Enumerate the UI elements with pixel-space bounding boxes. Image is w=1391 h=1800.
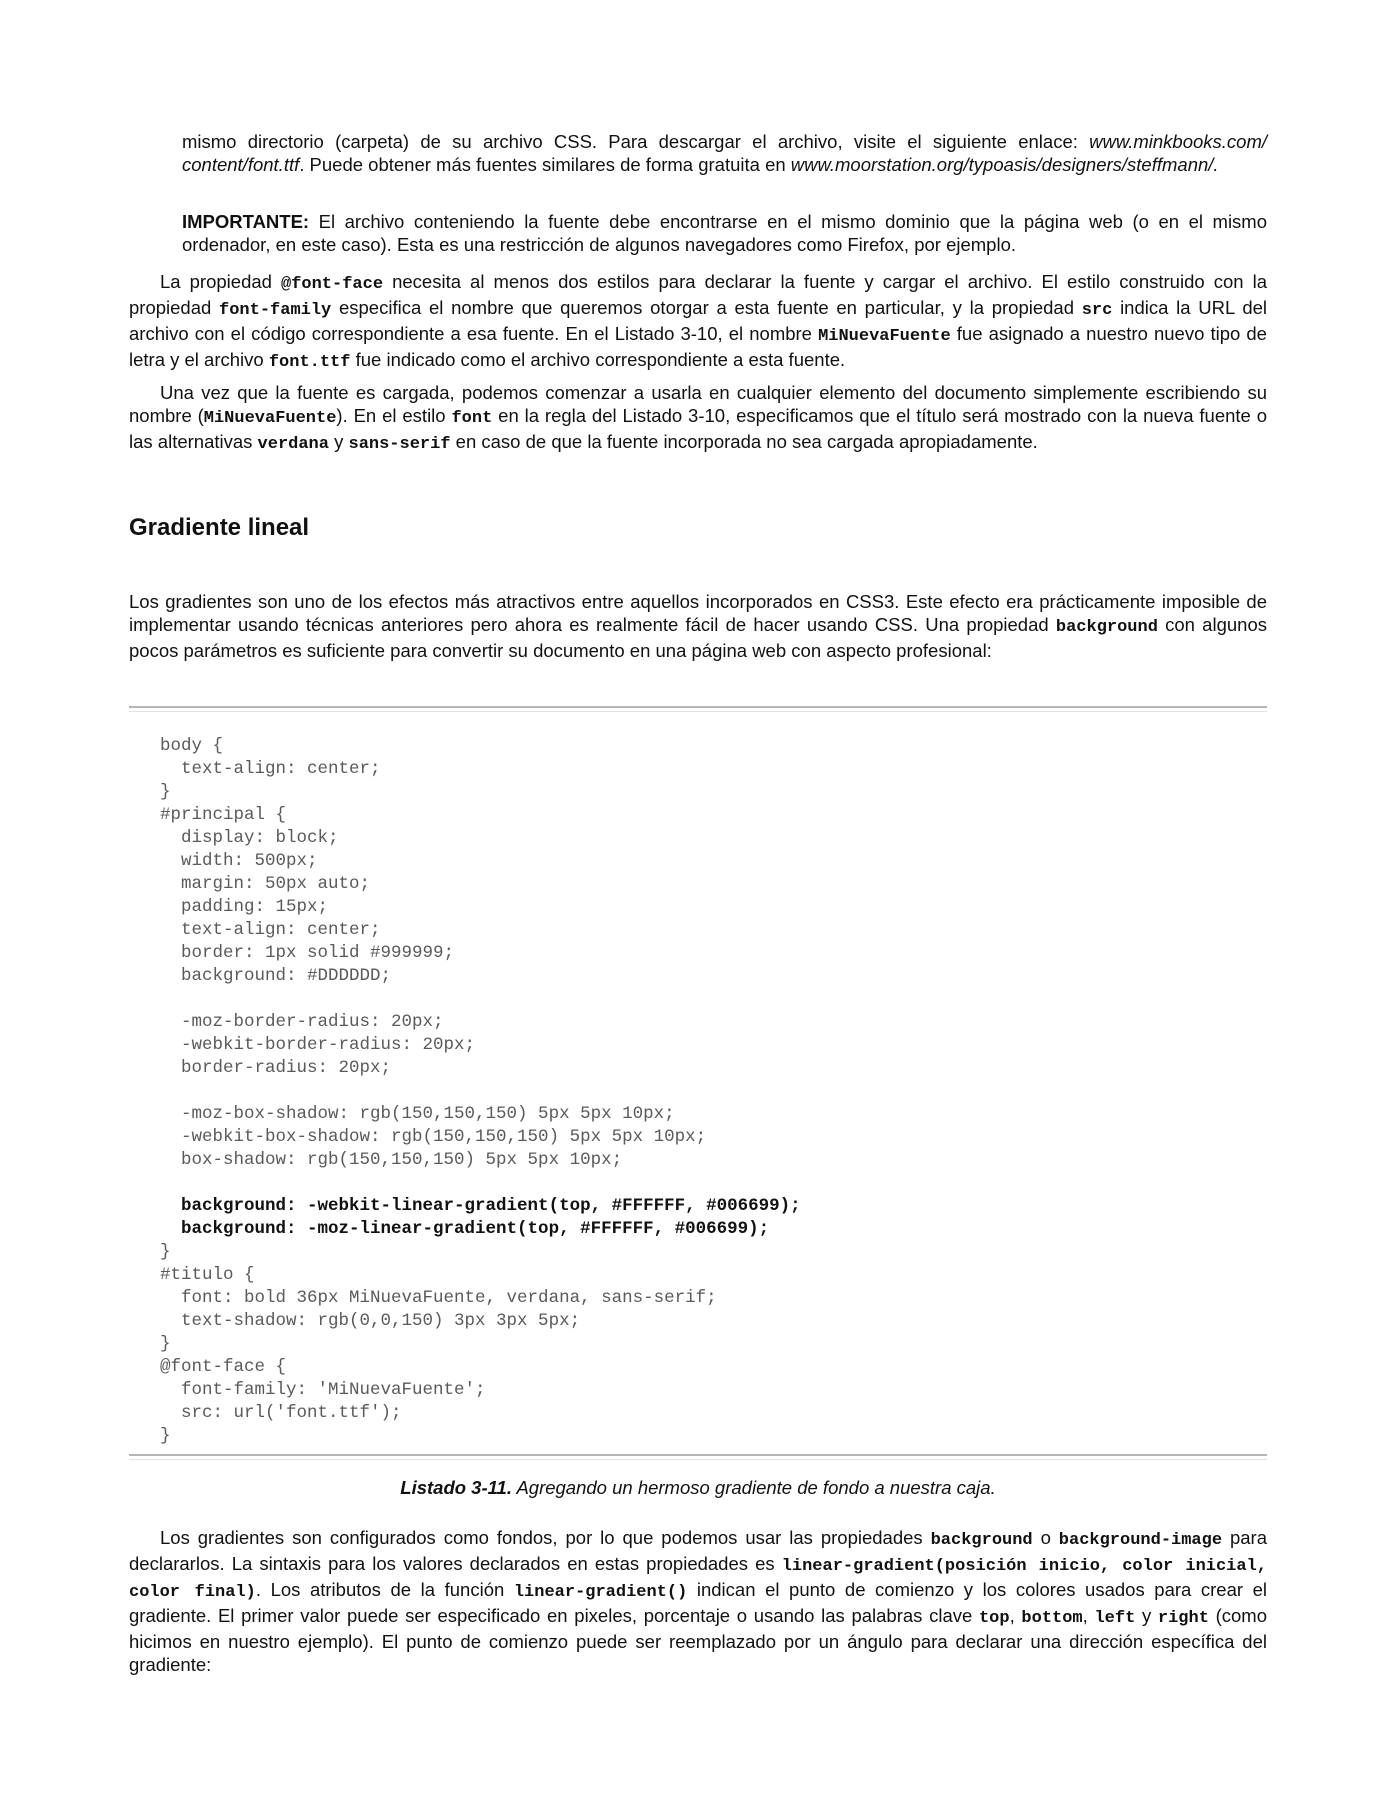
fontface-paragraph: La propiedad @font-face necesita al menos dos estilos para declarar la fuente y cargar el archivo. El estilo construido con la propiedad font-family especifica el nombre que queremos otorgar a esta fuente en particular, y la propiedad src indica la URL del archivo con el código correspondiente a esa fuente. En el Listado 3-10, el nombre MiNuevaFuente fue asignado a nuestro nuevo tipo de letra y el archivo font.ttf fue indicado como el archivo correspondiente a esta fuente. [129, 271, 1268, 372]
inline-code: linear-gradient(posición inicio, color inicial, color final) [129, 1557, 1267, 1602]
inline-code: MiNuevaFuente [818, 327, 951, 346]
inline-code: top [978, 1609, 1010, 1628]
importante-label: IMPORTANTE: [182, 211, 310, 232]
inline-code: sans-serif [348, 435, 451, 454]
inline-code: linear-gradient() [513, 1583, 688, 1602]
inline-code: bottom [1021, 1609, 1083, 1628]
inline-code: font-family [219, 301, 332, 320]
listing-caption: Listado 3-11. Agregando un hermoso gradiente de fondo a nuestra caja. [400, 1477, 996, 1498]
inline-code: font.ttf [268, 353, 351, 372]
inline-code: src [1081, 301, 1113, 320]
inline-code: verdana [257, 435, 329, 454]
intro-paragraph: Los gradientes son uno de los efectos más atractivos entre aquellos incorporados en CSS3. Este efecto era prácticamente imposible de implementar usando técnicas anteriores pero ahora es realmente fácil de hacer usando CSS. Una propiedad background con algunos pocos parámetros es suficiente para convertir su documento en una página web con aspecto profesional: [129, 591, 1267, 661]
inline-code: background [930, 1531, 1033, 1550]
code-highlight: background: -webkit-linear-gradient(top, #FFFFFF, #006699); background: -moz-linear-gradient(top, #FFFFFF, #006699); [181, 1196, 801, 1239]
more-fonts-link[interactable]: www.moorstation.org/typoasis/designers/steffmann/. [790, 154, 1219, 175]
importante-note: IMPORTANTE: El archivo conteniendo la fuente debe encontrarse en el mismo dominio que la página web (o en el mismo ordenador, en este caso). Esta es una restricción de algunos navegadores como Firefox, por ejemplo. [182, 211, 1267, 255]
inline-code: background [1055, 618, 1158, 637]
code-plain: } #titulo { font: bold 36px MiNuevaFuente, verdana, sans-serif; text-shadow: rgb(0,0,150) 3px 3px 5px; } @font-face { font-family: 'MiNuevaFuente'; src: url('font.ttf'); } [160, 1242, 717, 1446]
usage-paragraph: Una vez que la fuente es cargada, podemos comenzar a usarla en cualquier elemento del documento simplemente escribiendo su nombre (MiNuevaFuente). En el estilo font en la regla del Listado 3-10, especificamos que el título será mostrado con la nueva fuente o las alternativas verdana y sans-serif en caso de que la fuente incorporada no sea cargada apropiadamente. [129, 382, 1267, 454]
code-plain: body { text-align: center; } #principal { display: block; width: 500px; margin: 50px auto; padding: 15px; text-align: center; border: 1px solid #999999; background: #DDDDDD; -moz-border-radius: 20px; -webkit-border-radius: 20px; border-radius: 20px; -moz-box-shadow: rgb(150,150,150) 5px 5px 10px; -webkit-box-shadow: rgb(150,150,150) 5px 5px 10px; box-shadow: rgb(150,150,150) 5px 5px 10px; [160, 736, 707, 1170]
inline-code: MiNuevaFuente [203, 409, 337, 428]
font-download-note: mismo directorio (carpeta) de su archivo CSS. Para descargar el archivo, visite el siguiente enlace: www.minkbooks.com/ content/font.ttf. Puede obtener más fuentes similares de forma gratuita en www.moorstation.org/typoasis/designers/steffmann/. [182, 131, 1267, 175]
code-listing [160, 735, 801, 1448]
inline-code: @font-face [281, 275, 384, 294]
syntax-paragraph: Los gradientes son configurados como fondos, por lo que podemos usar las propiedades background o background-image para declararlos. La sintaxis para los valores declarados en estas propiedades es linear-gradient(posición inicio, color inicial, color final). Los atributos de la función linear-gradient() indican el punto de comienzo y los colores usados para crear el gradiente. El primer valor puede ser especificado en pixeles, porcentaje o usando las palabras clave top, bottom, left y right (como hicimos en nuestro ejemplo). El punto de comienzo puede ser reemplazado por un ángulo para declarar una dirección específica del gradiente: [129, 1527, 1268, 1675]
inline-code: left [1094, 1609, 1136, 1628]
inline-code: right [1157, 1609, 1209, 1628]
inline-code: background-image [1058, 1531, 1223, 1550]
caption-label: Listado 3-11. [400, 1477, 512, 1498]
section-heading: Gradiente lineal [129, 514, 310, 541]
listing-bottom-rule [129, 1454, 1267, 1460]
listing-top-rule [129, 706, 1267, 712]
font-download-link[interactable]: www.minkbooks.com/ content/font.ttf [182, 131, 1267, 175]
inline-code: font [451, 409, 493, 428]
